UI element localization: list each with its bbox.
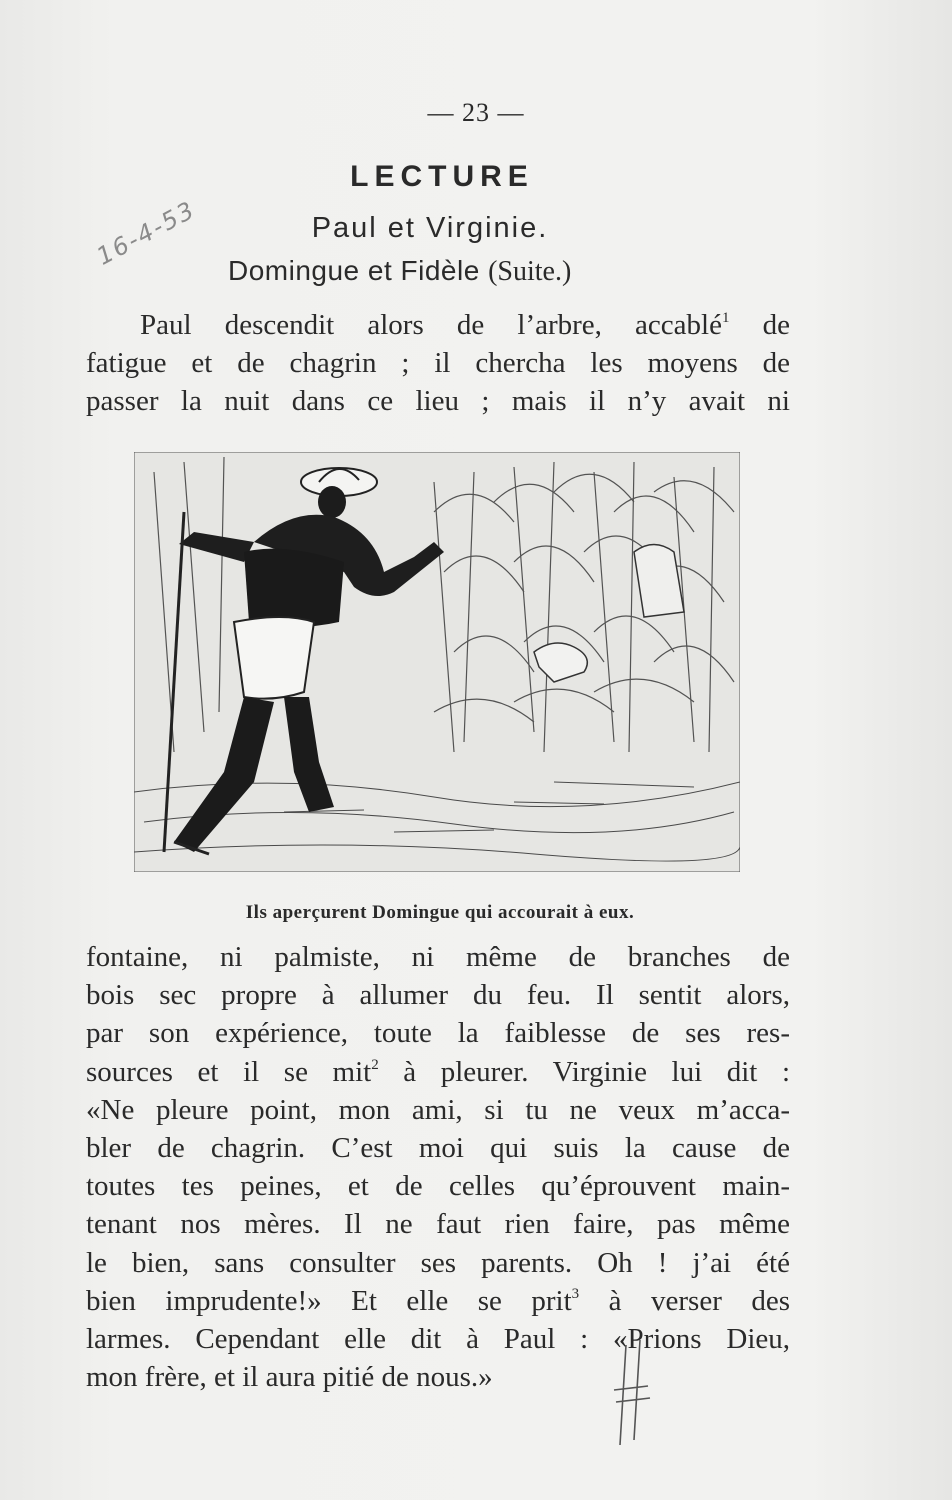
paragraph-line: bien imprudente!» Et elle se prit$^3$ à verser des xyxy=(86,1284,791,1317)
footnote-mark: 2 xyxy=(371,1056,379,1073)
page-number: — 23 — xyxy=(427,98,525,127)
paragraph-line: mon frère, et il aura pitié de nous.» xyxy=(86,1361,493,1394)
paragraph-line: tenant nos mères. Il ne faut rien faire, pas même xyxy=(86,1208,790,1241)
paragraph-line: fontaine, ni palmiste, ni même de branches de xyxy=(86,941,790,973)
paragraph-line: bler de chagrin. C’est moi qui suis la cause de xyxy=(86,1132,790,1165)
engraving-illustration xyxy=(134,452,740,872)
paragraph-line: le bien, sans consulter ses parents. Oh ! j’ai été xyxy=(86,1246,790,1279)
paragraph-line: larmes. Cependant elle dit à Paul : «Prions Dieu, xyxy=(86,1323,790,1356)
lesson-subtitle xyxy=(228,255,728,288)
illustration-caption: Ils aperçurent Domingue qui accourait à eux. xyxy=(245,902,635,923)
paragraph-line: «Ne pleure point, mon ami, si tu ne veux m’acca- xyxy=(86,1093,790,1126)
footnote-mark: 1 xyxy=(721,310,730,326)
paragraph-1 xyxy=(86,306,790,421)
subtitle-suite: (Suite.) xyxy=(488,256,572,287)
paragraph-line: toutes tes peines, et de celles qu’éprouvent main- xyxy=(86,1170,790,1203)
footnote-mark: 3 xyxy=(571,1285,580,1302)
section-heading: LECTURE xyxy=(350,160,534,193)
paragraph-line: sources et il se mit$^2$ à pleurer. Virginie lui dit : xyxy=(86,1055,791,1088)
paragraph-line: passer la nuit dans ce lieu ; mais il n’y avait ni xyxy=(86,385,790,418)
handwritten-date: 16-4-53 xyxy=(92,195,201,271)
paragraph-line: Paul descendit alors de l’arbre, accablé$^1$ de xyxy=(140,309,790,341)
pencil-mark xyxy=(612,1340,652,1450)
paragraph-line: fatigue et de chagrin ; il chercha les moyens de xyxy=(86,347,790,380)
paragraph-line: par son expérience, toute la faiblesse de ses res- xyxy=(86,1017,790,1050)
paragraph-2 xyxy=(86,938,790,1396)
paragraph-line: bois sec propre à allumer du feu. Il sentit alors, xyxy=(86,979,790,1012)
lesson-title: Paul et Virginie. xyxy=(311,212,549,244)
subtitle-text: Domingue et Fidèle xyxy=(228,255,480,286)
